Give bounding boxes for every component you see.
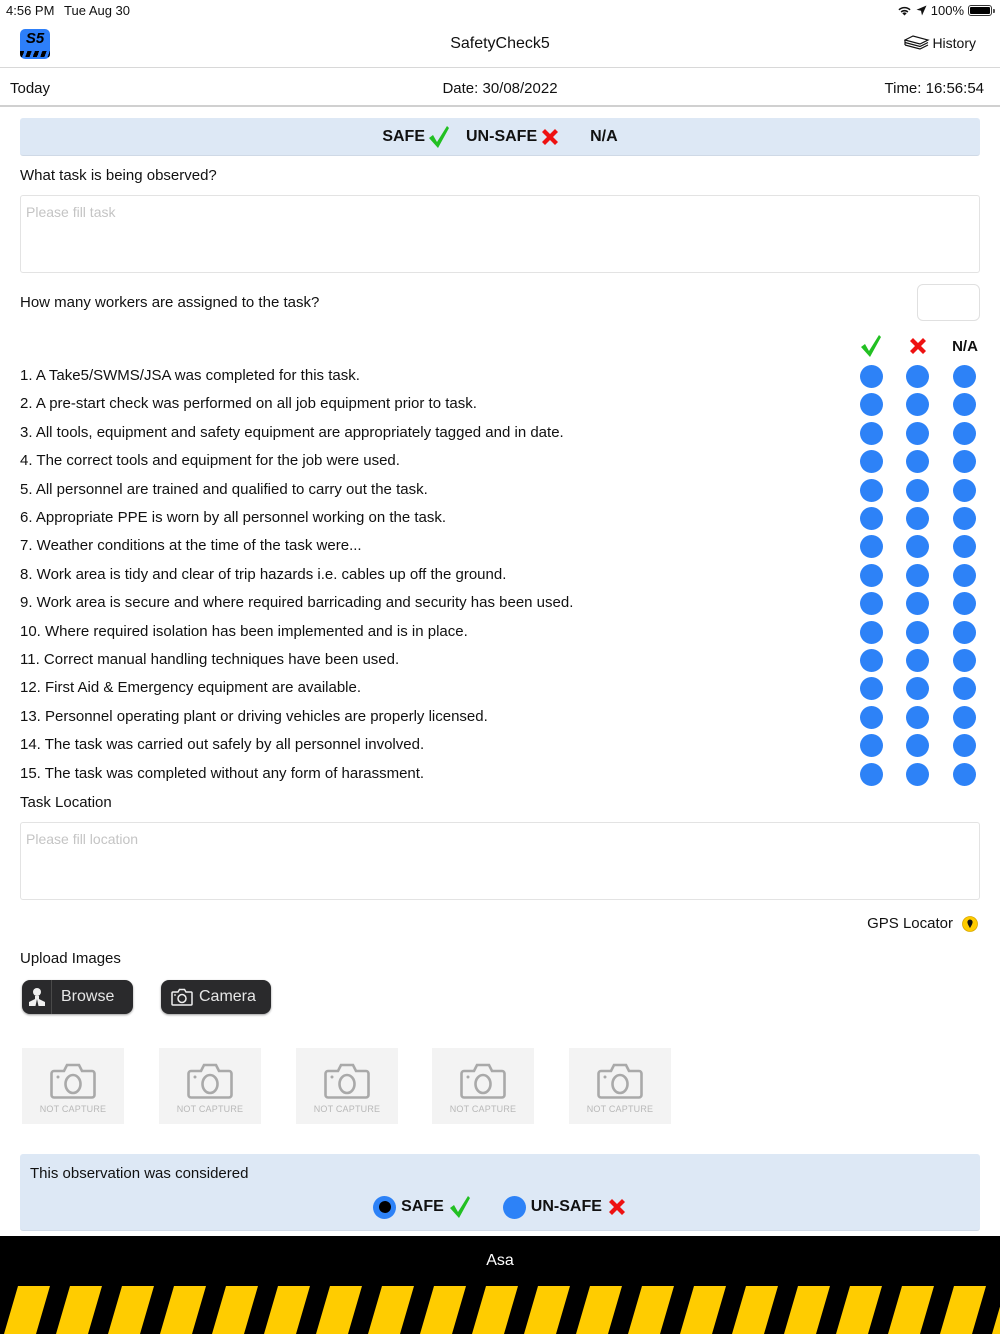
time-value: Time: 16:56:54 [884, 80, 984, 97]
consider-unsafe-label: UN-SAFE [530, 1198, 602, 1215]
hazard-stripe [160, 1286, 206, 1334]
browse-button[interactable] [22, 980, 133, 1014]
radio-na-q5[interactable] [953, 479, 976, 502]
status-time: 4:56 PM [6, 3, 55, 18]
radio-na-q7[interactable] [953, 535, 976, 558]
question-text: 6. Appropriate PPE is worn by all personnel working on the task. [20, 509, 447, 526]
column-na-header: N/A [952, 337, 978, 355]
hazard-stripe [524, 1286, 570, 1334]
thumbnail-caption: NOT CAPTURE [586, 1104, 654, 1114]
cross-icon [540, 127, 560, 147]
radio-unsafe-q5[interactable] [906, 479, 929, 502]
radio-safe-q4[interactable] [860, 450, 883, 473]
radio-safe-q11[interactable] [860, 649, 883, 672]
task-label: What task is being observed? [20, 167, 217, 184]
hazard-stripe [264, 1286, 310, 1334]
check-icon [449, 1195, 471, 1219]
question-text: 13. Personnel operating plant or driving vehicles are properly licensed. [20, 707, 488, 725]
radio-na-q3[interactable] [953, 422, 976, 445]
workers-count-input[interactable] [917, 284, 980, 321]
radio-unsafe-q4[interactable] [906, 450, 929, 473]
gps-label: GPS Locator [867, 915, 953, 932]
hazard-stripe [836, 1286, 882, 1334]
legend-bar [20, 118, 980, 156]
question-text: 11. Correct manual handling techniques have been used. [20, 651, 400, 668]
workers-label: How many workers are assigned to the task? [20, 294, 320, 311]
history-button[interactable] [904, 35, 976, 51]
hazard-stripe [940, 1286, 986, 1334]
radio-safe-q2[interactable] [860, 393, 883, 416]
status-day: Tue Aug 30 [64, 3, 131, 18]
question-text: 15. The task was completed without any form of harassment. [20, 764, 425, 782]
radio-na-q6[interactable] [953, 507, 976, 530]
hazard-stripe [472, 1286, 518, 1334]
status-bar [0, 0, 1000, 22]
hazard-stripe [628, 1286, 674, 1334]
browse-label: Browse [61, 988, 115, 1005]
camera-placeholder-icon [187, 1062, 233, 1100]
radio-safe-q8[interactable] [860, 564, 883, 587]
thumbnail-caption: NOT CAPTURE [176, 1104, 244, 1114]
status-right [897, 3, 992, 18]
radio-safe-q13[interactable] [860, 706, 883, 729]
image-thumbnail[interactable] [22, 1048, 124, 1124]
column-unsafe-header [903, 334, 933, 358]
location-arrow-icon [916, 5, 927, 16]
hazard-stripe [680, 1286, 726, 1334]
camera-placeholder-icon [597, 1062, 643, 1100]
cross-icon [607, 1197, 627, 1217]
radio-na-q8[interactable] [953, 564, 976, 587]
image-thumbnail[interactable] [569, 1048, 671, 1124]
radio-unsafe-q3[interactable] [906, 422, 929, 445]
image-thumbnail[interactable] [159, 1048, 261, 1124]
question-text: 2. A pre-start check was performed on all job equipment prior to task. [20, 395, 477, 413]
consider-unsafe-option[interactable] [503, 1196, 627, 1219]
camera-icon [171, 988, 193, 1006]
logo-text: S5 [25, 30, 45, 47]
question-text: 4. The correct tools and equipment for the job were used. [20, 452, 400, 470]
radio-na-q9[interactable] [953, 592, 976, 615]
hazard-stripe [56, 1286, 102, 1334]
map-pin-icon [962, 916, 978, 932]
thumbnail-caption: NOT CAPTURE [313, 1104, 381, 1114]
hazard-stripe [784, 1286, 830, 1334]
check-icon [428, 125, 450, 149]
legend-unsafe [466, 127, 560, 147]
question-text: 8. Work area is tidy and clear of trip hazards i.e. cables up off the ground. [20, 565, 507, 583]
hazard-stripe [992, 1286, 1000, 1334]
history-stack-icon [904, 35, 930, 51]
radio-unsafe-q2[interactable] [906, 393, 929, 416]
radio-safe-q10[interactable] [860, 621, 883, 644]
today-label: Today [10, 80, 51, 97]
hazard-stripe [212, 1286, 258, 1334]
battery-percent: 100% [930, 3, 964, 18]
observation-consideration-panel [20, 1154, 980, 1231]
radio-na-q1[interactable] [953, 365, 976, 388]
thumbnail-caption: NOT CAPTURE [449, 1104, 517, 1114]
radio-na-q15[interactable] [953, 763, 976, 786]
radio-safe-q3[interactable] [860, 422, 883, 445]
person-icon [22, 980, 52, 1014]
nav-bar [0, 22, 1000, 68]
radio-unsafe-q6[interactable] [906, 507, 929, 530]
legend-unsafe-label: UN-SAFE [466, 127, 538, 145]
radio-na-q12[interactable] [953, 677, 976, 700]
date-value: Date: 30/08/2022 [442, 80, 558, 97]
radio-unsafe-q8[interactable] [906, 564, 929, 587]
check-icon [860, 334, 882, 358]
legend-safe-label: SAFE [382, 127, 425, 145]
radio-safe-q1[interactable] [860, 365, 883, 388]
hazard-stripe [576, 1286, 622, 1334]
radio-na-q13[interactable] [953, 706, 976, 729]
legend-safe [382, 125, 450, 149]
hazard-stripe [368, 1286, 414, 1334]
location-input[interactable] [20, 822, 980, 900]
radio-na-q11[interactable] [953, 649, 976, 672]
question-text: 12. First Aid & Emergency equipment are available. [20, 679, 362, 697]
hazard-stripe [108, 1286, 154, 1334]
radio-unsafe-q12[interactable] [906, 677, 929, 700]
radio-unsafe-q11[interactable] [906, 649, 929, 672]
radio-unsafe-q13[interactable] [906, 706, 929, 729]
thumbnail-caption: NOT CAPTURE [39, 1104, 107, 1114]
hazard-stripe [420, 1286, 466, 1334]
selected-dot [379, 1201, 391, 1213]
wifi-icon [897, 5, 912, 16]
hazard-stripe [4, 1286, 50, 1334]
camera-label: Camera [199, 988, 256, 1005]
radio-safe-q7[interactable] [860, 535, 883, 558]
image-thumbnail[interactable] [432, 1048, 534, 1124]
user-name: Asa [486, 1252, 514, 1269]
gps-locator-button[interactable] [867, 915, 978, 932]
radio-unsafe-q9[interactable] [906, 592, 929, 615]
history-label: History [932, 35, 976, 51]
radio-na-q2[interactable] [953, 393, 976, 416]
camera-placeholder-icon [460, 1062, 506, 1100]
consider-safe-radio[interactable] [373, 1196, 396, 1219]
radio-unsafe-q7[interactable] [906, 535, 929, 558]
legend-na-label: N/A [590, 127, 618, 145]
radio-safe-q12[interactable] [860, 677, 883, 700]
upload-label: Upload Images [20, 950, 121, 967]
question-text: 1. A Take5/SWMS/JSA was completed for this task. [20, 367, 360, 384]
battery-icon [968, 5, 992, 16]
column-safe-header [856, 334, 886, 358]
consider-safe-option[interactable] [373, 1195, 471, 1219]
consider-safe-label: SAFE [401, 1198, 444, 1215]
camera-button[interactable] [161, 980, 271, 1014]
radio-safe-q6[interactable] [860, 507, 883, 530]
hazard-stripes [0, 1286, 1000, 1334]
question-text: 7. Weather conditions at the time of the task were... [20, 537, 362, 555]
camera-placeholder-icon [324, 1062, 370, 1100]
cross-icon [908, 336, 928, 356]
task-input[interactable] [20, 195, 980, 273]
radio-safe-q5[interactable] [860, 479, 883, 502]
question-text: 3. All tools, equipment and safety equipment are appropriately tagged and in date. [20, 423, 564, 441]
date-bar [0, 69, 1000, 107]
legend-na [590, 128, 618, 146]
radio-unsafe-q15[interactable] [906, 763, 929, 786]
radio-unsafe-q10[interactable] [906, 621, 929, 644]
radio-na-q10[interactable] [953, 621, 976, 644]
radio-safe-q15[interactable] [860, 763, 883, 786]
consider-unsafe-radio[interactable] [503, 1196, 526, 1219]
radio-safe-q14[interactable] [860, 734, 883, 757]
consideration-options [20, 1195, 980, 1219]
radio-na-q14[interactable] [953, 734, 976, 757]
consideration-title: This observation was considered [30, 1165, 249, 1182]
radio-unsafe-q14[interactable] [906, 734, 929, 757]
question-text: 10. Where required isolation has been implemented and is in place. [20, 622, 468, 640]
radio-na-q4[interactable] [953, 450, 976, 473]
hazard-stripe [316, 1286, 362, 1334]
page-title: SafetyCheck5 [450, 35, 550, 52]
question-text: 9. Work area is secure and where required barricading and security has been used. [20, 594, 574, 612]
footer [0, 1236, 1000, 1334]
hazard-stripe [888, 1286, 934, 1334]
location-label: Task Location [20, 794, 112, 811]
camera-placeholder-icon [50, 1062, 96, 1100]
question-text: 5. All personnel are trained and qualified to carry out the task. [20, 480, 428, 498]
question-text: 14. The task was carried out safely by all personnel involved. [20, 736, 425, 754]
hazard-stripe [732, 1286, 778, 1334]
radio-safe-q9[interactable] [860, 592, 883, 615]
image-thumbnail[interactable] [296, 1048, 398, 1124]
radio-unsafe-q1[interactable] [906, 365, 929, 388]
